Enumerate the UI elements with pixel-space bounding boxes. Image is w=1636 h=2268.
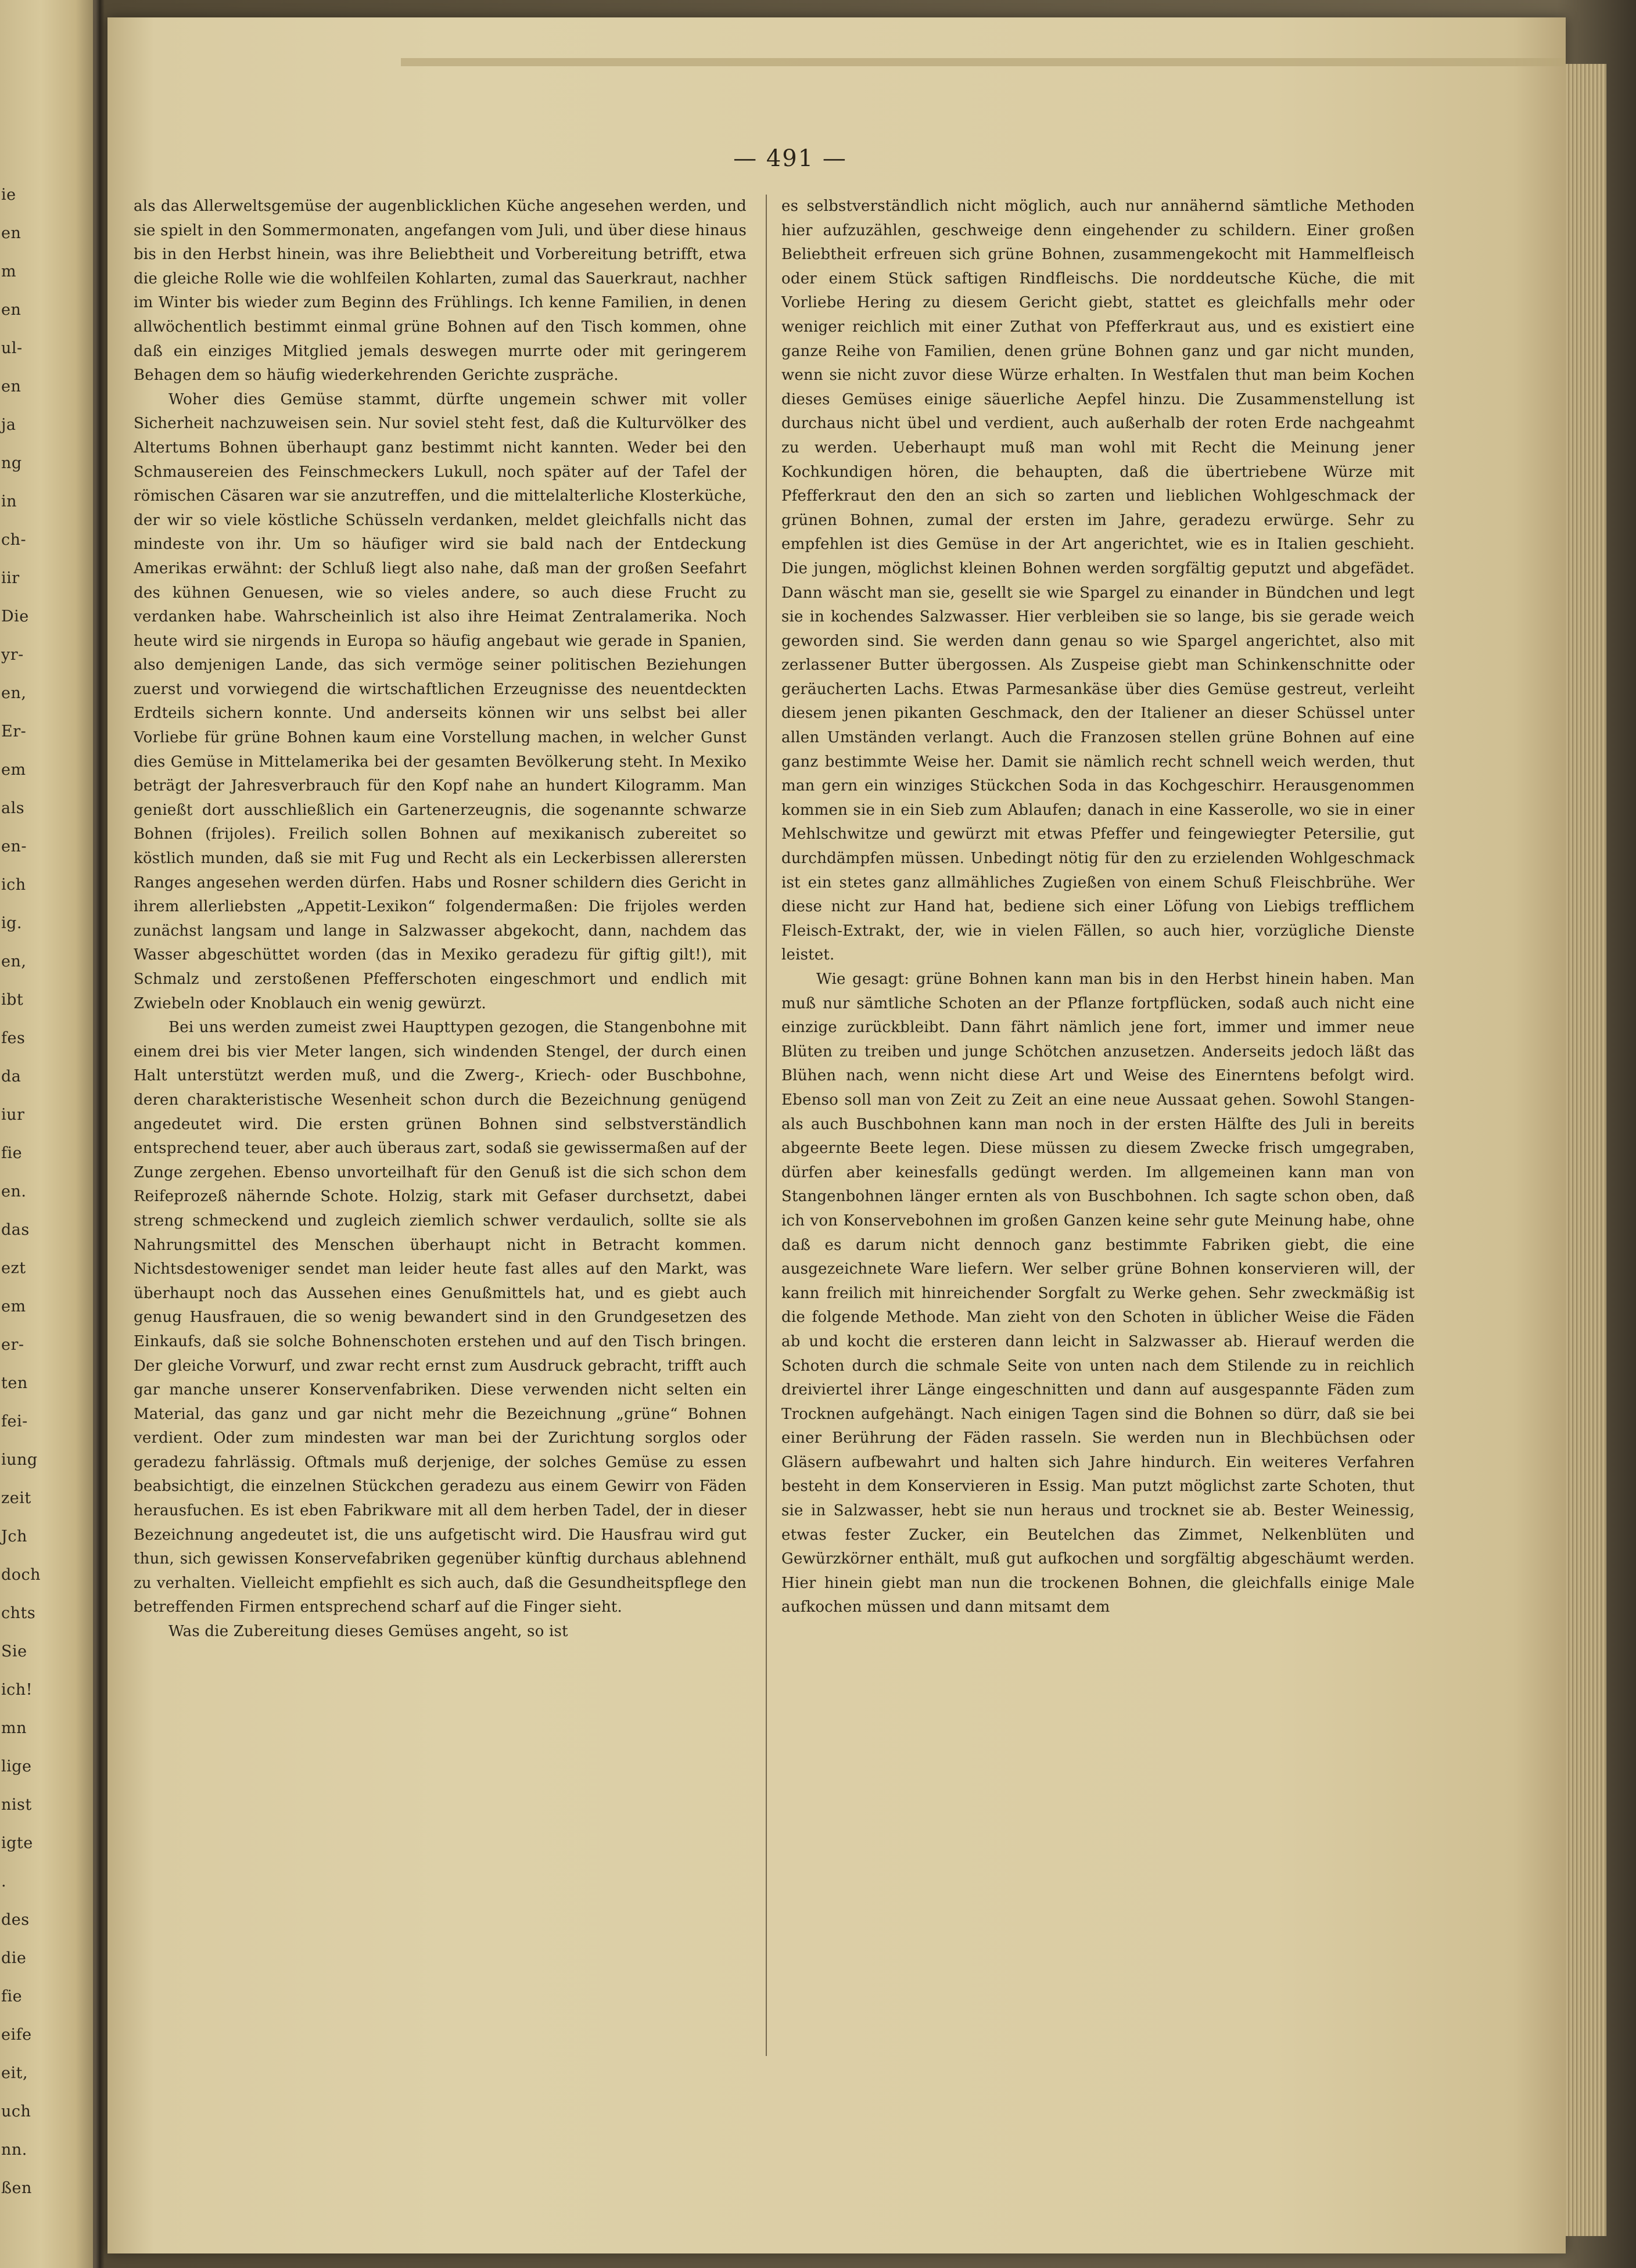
left-page-text-fragment: ezt — [1, 1259, 26, 1277]
left-page-text-fragment: iung — [1, 1451, 38, 1469]
left-page-text-fragment: die — [1, 1949, 27, 1967]
column-rule — [766, 195, 767, 2056]
left-page-text-fragment: er- — [1, 1336, 24, 1354]
left-page-text-fragment: en, — [1, 684, 27, 702]
left-page-text-fragment: das — [1, 1221, 30, 1239]
left-page-text-fragment: . — [1, 1872, 7, 1890]
left-page-text-fragment: fes — [1, 1029, 26, 1047]
left-page-text-fragment: ch- — [1, 531, 27, 549]
left-page-text-fragment: en, — [1, 953, 27, 971]
left-page-text-fragment: fie — [1, 1144, 23, 1162]
paragraph: Woher dies Gemüse stammt, dürfte ungemein schwer mit voller Sicherheit nachzuweisen sein. Nur soviel steht fest, daß die Kulturvölker des Altertums Bohnen überhaupt ganz bestimmt nicht kannten. Weder bei den Schmausereien des Feinschmeckers Lukull, noch später auf der Tafel der römischen Cäsaren war sie anzutreffen, und die mittelalterliche Klosterküche, der wir so viele köstliche Schüsseln verdanken, meldet gleichfalls nicht das mindeste von ihr. Um so häufiger wird sie bald nach der Entdeckung Amerikas erwähnt: der Schluß liegt also nahe, daß man der großen Seefahrt des kühnen Genuesen, wie so vieles andere, so auch diese Frucht zu verdanken habe. Wahrscheinlich ist also ihre Heimat Zentralamerika. Noch heute wird sie nirgends in Europa so häufig angebaut wie gerade in Spanien, also demjenigen Lande, das sich vermöge seiner politischen Beziehungen zuerst und vorwiegend die wirtschaftlichen Erzeugnisse des neuentdeckten Erdteils sichern konnte. Und anderseits können wir uns selbst bei aller Vorliebe für grüne Bohnen kaum eine Vorstellung machen, in welcher Gunst dies Gemüse in Mittelamerika bei der gesamten Bevölkerung steht. In Mexiko beträgt der Jahresverbrauch für den Kopf nahe an hundert Kilogramm. Man genießt dort ausschließlich ein Gartenerzeugnis, die sogenannte schwarze Bohnen (frijoles). Freilich sollen Bohnen auf mexikanisch zubereitet so köstlich munden, daß sie mit Fug und Recht als ein Leckerbissen allerersten Ranges angesehen werden dürfen. Habs und Rosner schildern dies Gericht in ihrem allerliebsten „Appetit-Lexikon“ folgendermaßen: Die frijoles werden zunächst langsam und lange in Salzwasser abgekocht, dann, nachdem das Wasser abgeschüttet worden (das in Mexiko geradezu für giftig gilt!), mit Schmalz und zerstoßenen Pfefferschoten eingeschmort und endlich mit Zwiebeln oder Knoblauch ein wenig gewürzt. — [134, 390, 747, 1012]
left-column — [134, 195, 747, 1644]
paragraph: Bei uns werden zumeist zwei Haupttypen gezogen, die Stangenbohne mit einem drei bis vier Meter langen, sich windenden Stengel, der durch einen Halt unterstützt werden muß, und die Zwerg-, Kriech- oder Buschbohne, deren charakteristische Wesenheit schon durch die Bezeichnung genügend angedeutet wird. Die ersten grünen Bohnen sind selbstverständlich entsprechend teuer, aber auch überaus zart, sodaß sie gewissermaßen auf der Zunge zergehen. Ebenso unvorteilhaft für den Genuß ist die sich schon dem Reifeprozeß nähernde Schote. Holzig, stark mit Gefaser durchsetzt, dabei streng schmeckend und zugleich ziemlich schwer verdaulich, sollte sie als Nahrungsmittel des Menschen überhaupt nicht in Betracht kommen. Nichtsdestoweniger sendet man leider heute fast alles auf den Markt, was überhaupt noch das Aussehen eines Genußmittels hat, und es giebt auch genug Hausfrauen, die so wenig bewandert sind in den Grundgesetzen des Einkaufs, daß sie solche Bohnenschoten erstehen und auf den Tisch bringen. Der gleiche Vorwurf, und zwar recht ernst zum Ausdruck gebracht, trifft auch gar manche unserer Konservenfabriken. Diese verwenden nicht selten ein Material, das ganz und gar nicht mehr die Bezeichnung „grüne“ Bohnen verdient. Oder zum mindesten war man bei der Zurichtung sorglos oder geradezu fahrlässig. Oftmals muß derjenige, der solches Gemüse zu essen beabsichtigt, die einzelnen Stückchen geradezu aus einem Gewirr von Fäden herausfuchen. Es ist eben Fabrikware mit all dem herben Tadel, der in dieser Bezeichnung angedeutet ist, die uns aufgetischt wird. Die Hausfrau wird gut thun, sich gewissen Konservefabriken gegenüber künftig durchaus ablehnend zu verhalten. Vielleicht empfiehlt es sich auch, daß die Gesundheitspflege den betreffenden Firmen entsprechend scharf auf die Finger sieht. — [134, 1019, 747, 1616]
left-page-text-fragment: em — [1, 1297, 26, 1315]
left-page-text-fragment: ßen — [1, 2179, 32, 2197]
left-page-text-fragment: en — [1, 224, 21, 242]
left-page-text-fragment: iir — [1, 569, 20, 587]
left-page-text-fragment: uch — [1, 2102, 31, 2120]
left-page-text-fragment: mn — [1, 1719, 27, 1737]
left-page-text-fragment: en- — [1, 838, 27, 856]
left-page-text-fragment: ibt — [1, 991, 24, 1009]
left-page-text-fragment: doch — [1, 1566, 41, 1584]
paragraph: es selbstverständlich nicht möglich, auch nur annähernd sämtliche Methoden hier aufzuzählen, geschweige denn eingehender zu schildern. Einer großen Beliebtheit erfreuen sich grüne Bohnen, zusammengekocht mit Hammelfleisch oder einem Stück saftigen Rindfleischs. Die norddeutsche Küche, die mit Vorliebe Hering zu diesem Gericht giebt, stattet es gleichfalls mehr oder weniger reichlich mit einer Zuthat von Pfefferkraut aus, und es existiert eine ganze Reihe von Familien, denen grüne Bohnen ganz und gar nicht munden, wenn sie nicht zuvor diese Würze erhalten. In Westfalen thut man beim Kochen dieses Gemüses einige säuerliche Aepfel hinzu. Die Zusammenstellung ist durchaus nicht übel und verdient, auch außerhalb der roten Erde nachgeahmt zu werden. Ueberhaupt muß man wohl mit Recht die Meinung jener Kochkundigen hören, die behaupten, daß die übertriebene Würze mit Pfefferkraut den den an sich so zarten und lieblichen Wohlgeschmack der grünen Bohnen, zumal der ersten im Jahre, geradezu erwürge. Sehr zu empfehlen ist dies Gemüse in der Art angerichtet, wie es in Italien geschieht. Die jungen, möglichst kleinen Bohnen werden sorgfältig geputzt und abgefädet. Dann wäscht man sie, gesellt sie wie Spargel zu einander in Bündchen und legt sie in kochendes Salzwasser. Hier verbleiben sie so lange, bis sie gerade weich geworden sind. Sie werden dann genau so wie Spargel angerichtet, also mit zerlassener Butter übergossen. Als Zuspeise giebt man Schinkenschnitte oder geräucherten Lachs. Etwas Parmesankäse über dies Gemüse gestreut, verleiht diesem jenen pikanten Geschmack, den der Italiener an dieser Schüssel unter allen Umständen verlangt. Auch die Franzosen stellen grüne Bohnen auf eine ganz bestimmte Weise her. Damit sie nämlich recht schnell weich werden, thut man gern ein winziges Stückchen Soda in das Kochgeschirr. Herausgenommen kommen sie in ein Sieb zum Ablaufen; danach in eine Kasserolle, wo sie in einer Mehlschwitze und gewürzt mit etwas Pfeffer und feingewiegter Petersilie, gut durchdämpfen müssen. Unbedingt nötig für den zu erzielenden Wohlgeschmack ist ein stetes ganz allmähliches Zugießen von einem Schuß Fleischbrühe. Wer diese nicht zur Hand hat, bediene sich einer Löfung von Liebigs trefflichem Fleisch-Extrakt, der, wie in vielen Fällen, so auch hier, vorzügliche Dienste leistet. — [781, 197, 1415, 964]
left-page-text-fragment: ig. — [1, 914, 23, 932]
left-page-text-fragment: iur — [1, 1106, 25, 1124]
page-stack-edge — [1566, 64, 1606, 2236]
left-page-text-fragment: igte — [1, 1834, 33, 1852]
left-page-text-fragment: yr- — [1, 646, 24, 664]
left-page-text-fragment: Jch — [1, 1527, 27, 1545]
left-page-text-fragment: in — [1, 493, 17, 511]
paragraph: als das Allerweltsgemüse der augenblicklichen Küche angesehen werden, und sie spielt in den Sommermonaten, angefangen vom Juli, und über diese hinaus bis in den Herbst hinein, was ihre Beliebtheit und Vorbereitung betrifft, etwa die gleiche Rolle wie die wohlfeilen Kohlarten, zumal das Sauerkraut, nachher im Winter bis wieder zum Beginn des Frühlings. Ich kenne Familien, in denen allwöchentlich bestimmt einmal grüne Bohnen auf den Tisch kommen, ohne daß ein einziges Mitglied jemals deswegen murrte oder mit geringerem Behagen dem so häufig wiederkehrenden Gerichte zuspräche. — [134, 197, 747, 384]
left-page-text-fragment: en — [1, 378, 21, 396]
left-page-text-fragment: ie — [1, 186, 16, 204]
left-page-text-fragment: fei- — [1, 1412, 28, 1430]
left-page-text-fragment: lige — [1, 1757, 32, 1775]
page-number: — 491 — — [733, 145, 847, 172]
left-page-text-fragment: ja — [1, 416, 16, 434]
left-page-fragment — [0, 0, 93, 2268]
left-page-text-fragment: chts — [1, 1604, 36, 1622]
left-page-text-fragment: en — [1, 301, 21, 319]
left-page-text-fragment: Er- — [1, 723, 27, 741]
left-page-text-fragment: als — [1, 799, 25, 817]
left-page-text-fragment: ich! — [1, 1681, 33, 1699]
paragraph: Was die Zubereitung dieses Gemüses angeht, so ist — [168, 1623, 568, 1641]
left-page-text-fragment: en. — [1, 1182, 27, 1201]
left-page-text-fragment: em — [1, 761, 26, 779]
right-column — [781, 195, 1415, 1620]
left-page-text-fragment: nn. — [1, 2141, 27, 2159]
left-page-text-fragment: ul- — [1, 339, 23, 357]
left-page-text-fragment: zeit — [1, 1489, 31, 1507]
left-page-text-fragment: ich — [1, 876, 26, 894]
left-page-text-fragment: fie — [1, 1987, 23, 2005]
left-page-text-fragment: ng — [1, 454, 22, 472]
left-page-text-fragment: Die — [1, 608, 29, 626]
left-page-text-fragment: m — [1, 263, 17, 281]
left-page-text-fragment: des — [1, 1911, 30, 1929]
paragraph: Wie gesagt: grüne Bohnen kann man bis in den Herbst hinein haben. Man muß nur sämtliche Schoten an der Pflanze fortpflücken, sodaß auch nicht eine einzige zurückbleibt. Dann fährt nämlich jene fort, immer und immer neue Blüten zu treiben und junge Schötchen anzusetzen. Anderseits jedoch läßt das Blühen nach, wenn nicht diese Art und Weise des Einerntens befolgt wird. Ebenso soll man von Zeit zu Zeit an eine neue Aussaat gehen. Sowohl Stangen- als auch Buschbohnen kann man noch in der ersten Hälfte des Juli in bereits abgeernte Beete legen. Diese müssen zu diesem Zwecke frisch umgegraben, dürfen aber keinesfalls gedüngt werden. Im allgemeinen kann man von Stangenbohnen länger ernten als von Buschbohnen. Ich sagte schon oben, daß ich von Konservebohnen im großen Ganzen keine sehr gute Meinung habe, ohne daß es darum nicht dennoch ganz bestimmte Fabriken giebt, die eine ausgezeichnete Ware liefern. Wer selber grüne Bohnen konservieren will, der kann freilich mit hinreichender Sorgfalt zu Werke gehen. Sehr zweckmäßig ist die folgende Methode. Man zieht von den Schoten in üblicher Weise die Fäden ab und kocht die ersteren dann leicht in Salzwasser ab. Hierauf werden die Schoten durch die schmale Seite von unten nach dem Stilende zu in reichlich dreiviertel ihrer Länge eingeschnitten und dann auf ausgespannte Fäden zum Trocknen aufgehängt. Nach einigen Tagen sind die Bohnen so dürr, daß sie bei einer Berührung der Fäden rasseln. Sie werden nun in Blechbüchsen oder Gläsern aufbewahrt und halten sich Jahre hindurch. Ein weiteres Verfahren besteht in dem Konservieren in Essig. Man putzt möglichst zarte Schoten, thut sie in Salzwasser, hebt sie nun heraus und trocknet sie ab. Bester Weinessig, etwas fester Zucker, ein Beutelchen das Zimmet, Nelkenblüten und Gewürzkörner enthält, muß gut aufkochen und sorgfältig abgeschäumt werden. Hier hinein giebt man nun die trockenen Bohnen, die gleichfalls einige Male aufkochen müssen und dann mitsamt dem — [781, 971, 1415, 1616]
left-page-text-fragment: da — [1, 1067, 21, 1086]
left-page-text-fragment: ten — [1, 1374, 28, 1392]
left-page-text-fragment: eit, — [1, 2064, 28, 2082]
page-top-edge — [401, 58, 1566, 66]
left-page-text-fragment: nist — [1, 1796, 32, 1814]
left-page-text-fragment: Sie — [1, 1642, 27, 1660]
left-page-text-fragment: eife — [1, 2026, 32, 2044]
